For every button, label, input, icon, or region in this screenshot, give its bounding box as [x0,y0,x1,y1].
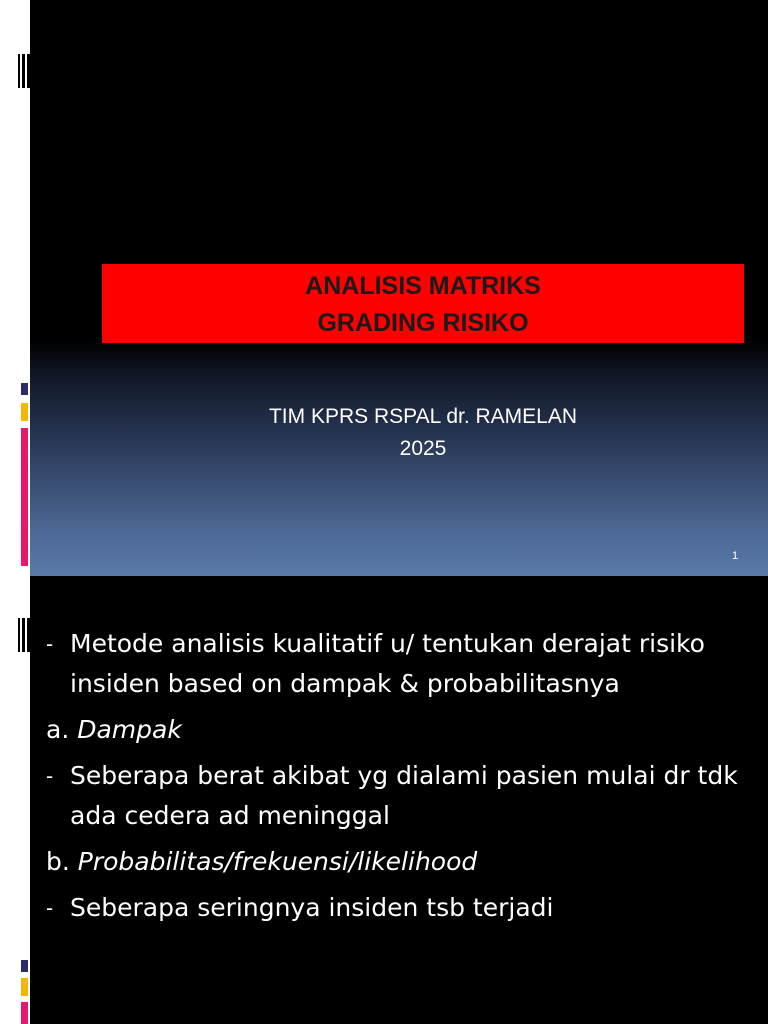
subheading-b [46,842,746,882]
page-number: 1 [731,550,739,562]
bullet-text: Seberapa seringnya insiden tsb terjadi [70,893,554,922]
marker-yellow [21,403,28,421]
barcode-decoration [18,54,30,88]
bullet-text: Metode analisis kualitatif u/ tentukan derajat risiko insiden based on dampak & probabilitasnya [70,629,705,698]
dash-bullet-icon: - [46,764,54,788]
title-line-1: ANALISIS MATRIKS [305,272,541,300]
subheading-a [46,710,746,750]
subheading-prefix: b. [46,847,70,876]
bullet-text: Seberapa berat akibat yg dialami pasien mulai dr tdk ada cedera ad meninggal [70,761,738,830]
dash-bullet-icon: - [46,896,54,920]
subheading-text: Dampak [77,715,182,744]
dash-bullet-icon: - [46,632,54,656]
subtitle-line-1: TIM KPRS RSPAL dr. RAMELAN [268,405,578,428]
bullet-content [46,624,746,934]
marker-pink [21,1002,28,1024]
title-line-2: GRADING RISIKO [317,309,529,337]
title-box [102,264,744,343]
subtitle-line-2: 2025 [399,437,447,460]
bullet-item [46,624,746,704]
content-slide [0,576,768,1024]
subheading-prefix: a. [46,715,70,744]
barcode-decoration [18,618,30,652]
bullet-item [46,888,746,928]
subheading-text: Probabilitas/frekuensi/likelihood [77,847,478,876]
bullet-item [46,756,746,836]
marker-pink [21,428,28,566]
marker-navy [21,383,28,395]
marker-navy [21,960,28,972]
marker-yellow [21,978,28,996]
